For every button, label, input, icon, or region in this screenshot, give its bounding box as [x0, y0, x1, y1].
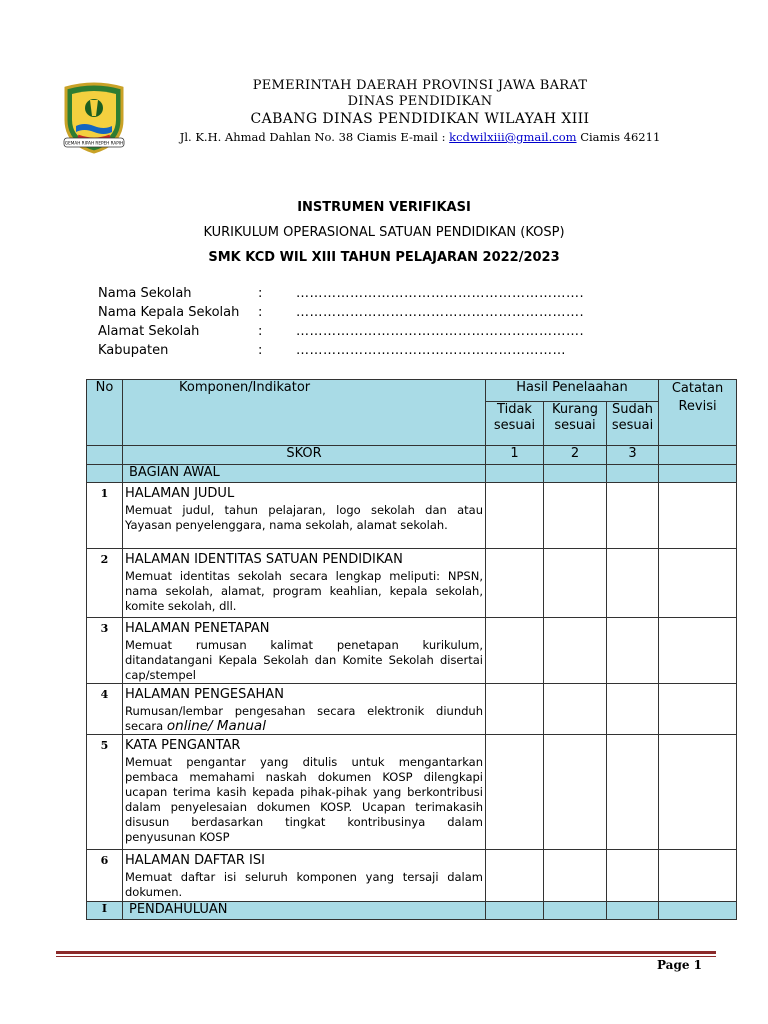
score-cell-2[interactable] [544, 549, 607, 618]
cell[interactable] [607, 465, 659, 483]
score-cell-1[interactable] [486, 618, 544, 684]
item-content [123, 618, 486, 684]
letterhead [130, 78, 710, 145]
title-kurikulum: KURIKULUM OPERASIONAL SATUAN PENDIDIKAN (KOSP) [203, 225, 565, 240]
score-cell-3[interactable] [607, 618, 659, 684]
header-komponen: Komponen/Indikator [123, 380, 486, 446]
info-row-kabupaten [98, 341, 566, 360]
item-number: 1 [87, 483, 123, 549]
cell[interactable] [544, 902, 607, 920]
header-kurang-sesuai: Kurang sesuai [544, 402, 607, 446]
skor-row [87, 446, 737, 465]
score-cell-3[interactable] [607, 735, 659, 850]
item-description: Memuat pengantar yang ditulis untuk mengantarkan pembaca memahami naskah dokumen KOSP dilengkapi ucapan terima kasih kepada pihak-pihak yang berkontribusi dalam penyelesaian dokumen KOSP. Ucapan terimakasih disusun berdasarkan tingkat kontribusinya dalam penyusunan KOSP [125, 755, 483, 844]
table-row [87, 684, 737, 735]
info-colon: : [258, 305, 263, 320]
title-smk: SMK KCD WIL XIII TAHUN PELAJARAN 2022/2023 [208, 250, 560, 265]
skor-blank [87, 446, 123, 465]
table-row [87, 549, 737, 618]
catatan-cell[interactable] [659, 735, 737, 850]
info-value-blank[interactable]: ………………………………………………………. [296, 324, 585, 339]
verification-table [86, 379, 737, 920]
item-description: Memuat daftar isi seluruh komponen yang tersaji dalam dokumen. [125, 870, 483, 899]
skor-1: 1 [486, 446, 544, 465]
item-description-emphasis: online/ Manual [166, 718, 266, 734]
skor-2: 2 [544, 446, 607, 465]
footer-rule-thick [56, 951, 716, 954]
info-value-blank[interactable]: …………………………………………………… [296, 343, 566, 358]
item-description: Memuat rumusan kalimat penetapan kurikulum, ditandatangani Kepala Sekolah dan Komite Sekolah disertai cap/stempel [125, 638, 483, 682]
table-row [87, 850, 737, 902]
item-title: KATA PENGANTAR [125, 738, 241, 753]
skor-catatan-blank [659, 446, 737, 465]
info-colon: : [258, 286, 263, 301]
table-row [87, 483, 737, 549]
score-cell-2[interactable] [544, 618, 607, 684]
score-cell-1[interactable] [486, 684, 544, 735]
score-cell-1[interactable] [486, 735, 544, 850]
item-title: HALAMAN PENGESAHAN [125, 687, 284, 702]
item-number: 4 [87, 684, 123, 735]
cell[interactable] [486, 465, 544, 483]
item-number: 2 [87, 549, 123, 618]
section-number: I [87, 902, 123, 920]
page-number: Page 1 [656, 958, 702, 972]
item-title: HALAMAN IDENTITAS SATUAN PENDIDIKAN [125, 552, 403, 567]
cell[interactable] [659, 465, 737, 483]
footer-rule-thin [56, 956, 716, 957]
catatan-cell[interactable] [659, 684, 737, 735]
header-no: No [87, 380, 123, 446]
skor-label: SKOR [123, 446, 486, 465]
address-suffix: Ciamis 46211 [576, 130, 661, 144]
letterhead-line2: DINAS PENDIDIKAN [347, 94, 493, 109]
info-row-nama-kepala [98, 303, 585, 322]
score-cell-1[interactable] [486, 549, 544, 618]
title-instrumen: INSTRUMEN VERIFIKASI [297, 200, 471, 215]
info-row-alamat [98, 322, 585, 341]
section-row-bagian-awal [87, 465, 737, 483]
item-title: HALAMAN JUDUL [125, 486, 235, 501]
info-value-blank[interactable]: ………………………………………………………. [296, 305, 585, 320]
table-header-row [87, 380, 737, 402]
score-cell-3[interactable] [607, 549, 659, 618]
table-row [87, 618, 737, 684]
item-description-text: Rumusan/lembar pengesahan secara elektronik diunduh secara [125, 704, 483, 733]
info-colon: : [258, 324, 263, 339]
score-cell-3[interactable] [607, 684, 659, 735]
item-content [123, 850, 486, 902]
jawa-barat-emblem-logo [62, 82, 126, 154]
header-tidak-sesuai: Tidak sesuai [486, 402, 544, 446]
item-content [123, 483, 486, 549]
table-row [87, 735, 737, 850]
section-row-pendahuluan [87, 902, 737, 920]
email-link[interactable]: kcdwilxiii@gmail.com [449, 130, 577, 144]
document-titles [0, 199, 768, 274]
logo-motto: GEMAH RIPAH REPEH RAPIH [64, 140, 124, 146]
info-colon: : [258, 343, 263, 358]
cell[interactable] [544, 465, 607, 483]
item-description: Memuat identitas sekolah secara lengkap meliputi: NPSN, nama sekolah, alamat, program keahlian, kepala sekolah, komite sekolah, dll. [125, 569, 483, 613]
item-description: Memuat judul, tahun pelajaran, logo sekolah dan atau Yayasan penyelenggara, nama sekolah, alamat sekolah. [125, 503, 483, 532]
section-no [87, 465, 123, 483]
score-cell-1[interactable] [486, 483, 544, 549]
score-cell-3[interactable] [607, 483, 659, 549]
letterhead-address [130, 129, 710, 145]
item-content [123, 549, 486, 618]
item-content [123, 684, 486, 735]
section-label: BAGIAN AWAL [123, 465, 486, 483]
letterhead-line3: CABANG DINAS PENDIDIKAN WILAYAH XIII [250, 111, 590, 127]
catatan-cell[interactable] [659, 850, 737, 902]
school-info [98, 284, 585, 360]
section-label: PENDAHULUAN [123, 902, 486, 920]
item-title: HALAMAN PENETAPAN [125, 621, 270, 636]
item-content [123, 735, 486, 850]
info-value-blank[interactable]: ………………………………………………………. [296, 286, 585, 301]
header-hasil: Hasil Penelaahan [486, 380, 659, 402]
cell[interactable] [607, 902, 659, 920]
catatan-cell[interactable] [659, 549, 737, 618]
score-cell-2[interactable] [544, 684, 607, 735]
catatan-cell[interactable] [659, 618, 737, 684]
info-label: Nama Kepala Sekolah [98, 305, 240, 320]
score-cell-1[interactable] [486, 850, 544, 902]
letterhead-line1: PEMERINTAH DAERAH PROVINSI JAWA BARAT [252, 78, 588, 93]
info-label: Kabupaten [98, 343, 169, 358]
score-cell-2[interactable] [544, 735, 607, 850]
score-cell-2[interactable] [544, 850, 607, 902]
info-row-nama-sekolah [98, 284, 585, 303]
catatan-cell[interactable] [659, 483, 737, 549]
header-catatan: Catatan Revisi [659, 380, 737, 446]
cell[interactable] [659, 902, 737, 920]
item-number: 6 [87, 850, 123, 902]
address-prefix: Jl. K.H. Ahmad Dahlan No. 38 Ciamis E-mail : [179, 130, 450, 144]
item-title: HALAMAN DAFTAR ISI [125, 853, 265, 868]
skor-3: 3 [607, 446, 659, 465]
score-cell-3[interactable] [607, 850, 659, 902]
item-number: 3 [87, 618, 123, 684]
cell[interactable] [486, 902, 544, 920]
score-cell-2[interactable] [544, 483, 607, 549]
info-label: Nama Sekolah [98, 286, 192, 301]
info-label: Alamat Sekolah [98, 324, 200, 339]
item-description [123, 702, 485, 734]
item-number: 5 [87, 735, 123, 850]
header-sudah-sesuai: Sudah sesuai [607, 402, 659, 446]
